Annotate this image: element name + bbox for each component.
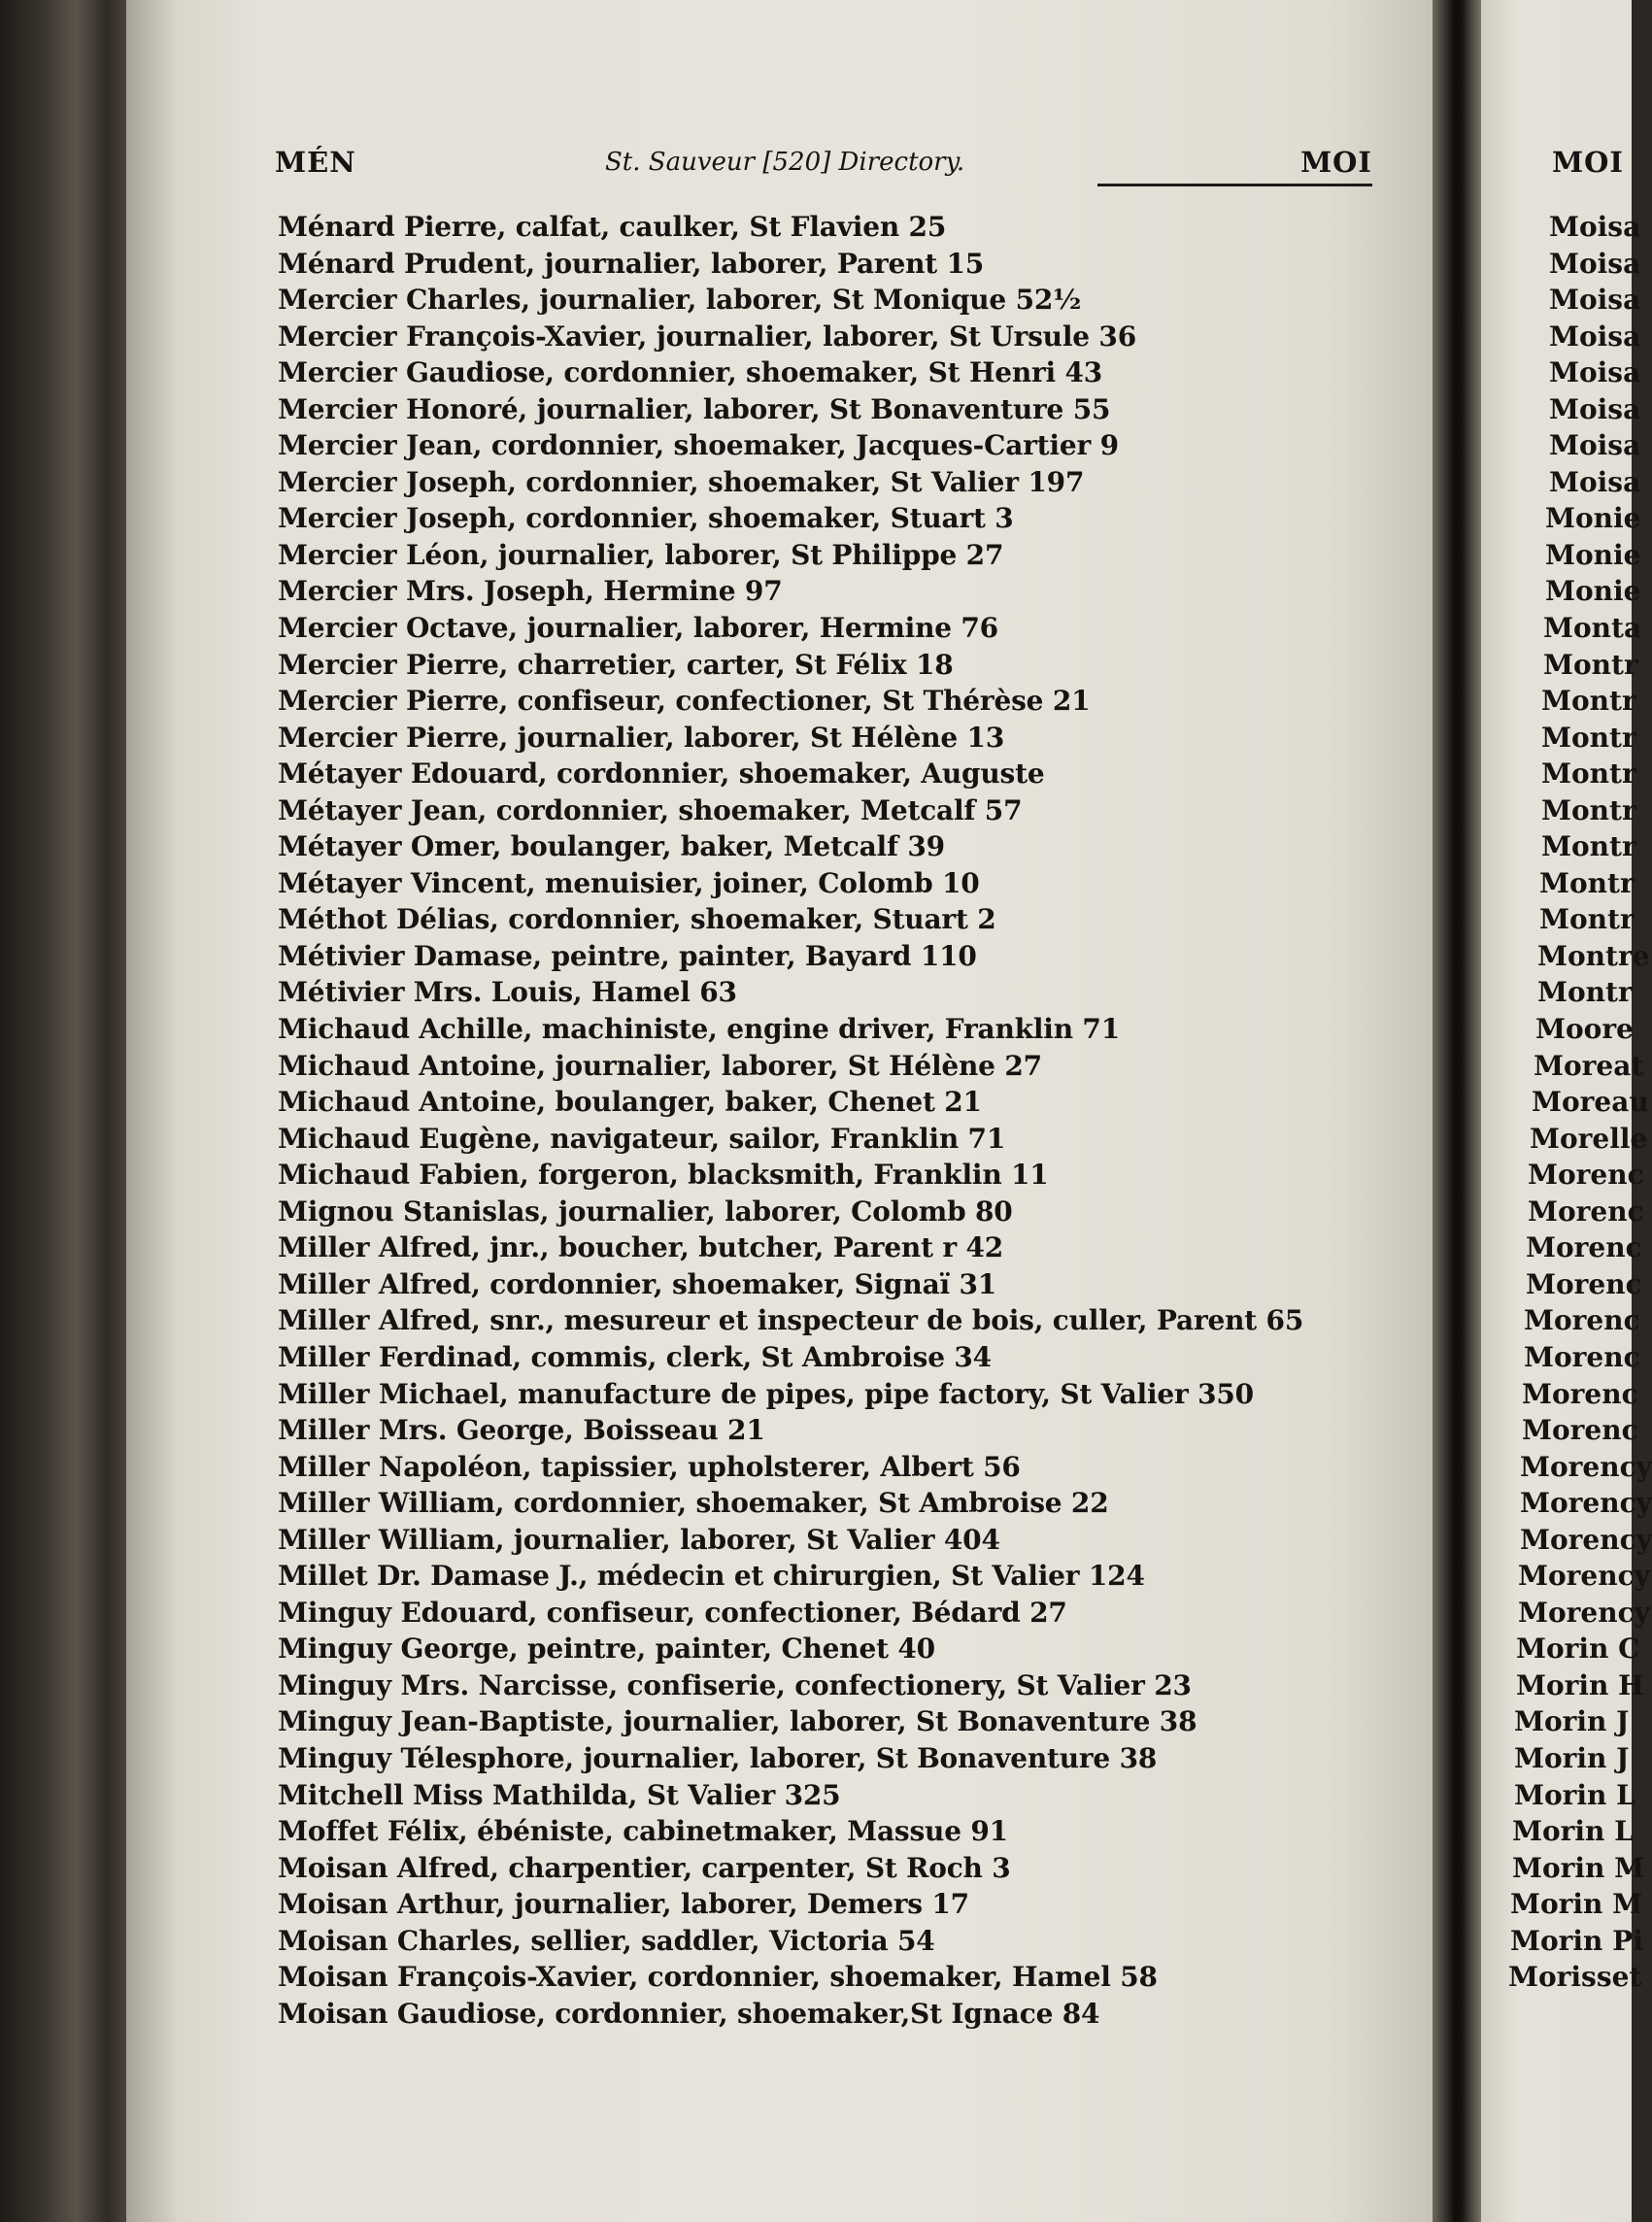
directory-entry: Minguy Edouard, confiseur, confectioner, Bédard 27 bbox=[278, 1596, 1067, 1629]
right-page-entry: Morency bbox=[1520, 1487, 1652, 1520]
directory-entry: Ménard Prudent, journalier, laborer, Parent 15 bbox=[278, 247, 985, 280]
header-rule bbox=[1097, 184, 1372, 186]
directory-entry: Mercier Octave, journalier, laborer, Hermine 76 bbox=[278, 612, 998, 645]
directory-entry: Mercier Joseph, cordonnier, shoemaker, St Valier 197 bbox=[278, 465, 1085, 498]
page-header bbox=[275, 146, 1372, 188]
right-page-entry: Montr bbox=[1541, 758, 1636, 791]
directory-entry-list bbox=[278, 209, 1414, 2032]
right-page-entry: Morenc bbox=[1528, 1159, 1644, 1192]
directory-entry: Mignou Stanislas, journalier, laborer, Colomb 80 bbox=[278, 1195, 1013, 1228]
directory-entry: Miller Alfred, snr., mesureur et inspecteur de bois, culler, Parent 65 bbox=[278, 1304, 1304, 1337]
right-page-entry: Montre bbox=[1537, 939, 1650, 972]
book-spine-edge bbox=[0, 0, 126, 2222]
directory-entry: Michaud Antoine, boulanger, baker, Chenet 21 bbox=[278, 1086, 982, 1119]
directory-entry: Mercier Charles, journalier, laborer, St Monique 52½ bbox=[278, 284, 1082, 317]
directory-entry: Mercier Mrs. Joseph, Hermine 97 bbox=[278, 575, 783, 608]
right-page-entry: Morenc bbox=[1526, 1231, 1642, 1264]
right-page-entry: Morenc bbox=[1522, 1377, 1638, 1410]
directory-entry: Miller Alfred, jnr., boucher, butcher, Parent r 42 bbox=[278, 1231, 1004, 1264]
directory-entry: Minguy George, peintre, painter, Chenet 40 bbox=[278, 1633, 935, 1666]
directory-entry: Miller Alfred, cordonnier, shoemaker, Signaï 31 bbox=[278, 1267, 997, 1300]
right-page-entry: Montr bbox=[1537, 976, 1633, 1009]
directory-entry: Miller Mrs. George, Boisseau 21 bbox=[278, 1414, 765, 1447]
right-page-entry: Morin J bbox=[1514, 1705, 1630, 1738]
header-range-end: MOI bbox=[1300, 146, 1372, 179]
directory-entry: Minguy Jean-Baptiste, journalier, laborer, St Bonaventure 38 bbox=[278, 1705, 1197, 1738]
right-page-entry: Moisa bbox=[1549, 211, 1641, 243]
directory-entry: Mercier Pierre, journalier, laborer, St Hélène 13 bbox=[278, 721, 1005, 754]
right-page-entry: Morin M bbox=[1512, 1851, 1645, 1884]
right-page-entry: Morenc bbox=[1524, 1340, 1640, 1373]
directory-entry: Miller Ferdinad, commis, clerk, St Ambroise 34 bbox=[278, 1340, 992, 1373]
right-page-entry: Morency bbox=[1520, 1523, 1652, 1556]
right-page-entry: Morenc bbox=[1524, 1304, 1640, 1337]
directory-entry: Métivier Mrs. Louis, Hamel 63 bbox=[278, 976, 737, 1009]
right-page-entry: Morenc bbox=[1528, 1195, 1644, 1228]
directory-entry: Miller William, cordonnier, shoemaker, St Ambroise 22 bbox=[278, 1487, 1109, 1520]
directory-entry: Miller Napoléon, tapissier, upholsterer, Albert 56 bbox=[278, 1450, 1021, 1483]
right-page-entry: Morency bbox=[1518, 1596, 1650, 1629]
directory-entry: Métayer Edouard, cordonnier, shoemaker, Auguste bbox=[278, 758, 1045, 791]
right-page-entry: Montr bbox=[1539, 866, 1635, 899]
directory-entry: Ménard Pierre, calfat, caulker, St Flavien 25 bbox=[278, 211, 947, 243]
right-page-entry: Morin L bbox=[1512, 1815, 1634, 1848]
right-page-entry: Monie bbox=[1545, 575, 1641, 608]
right-page-entry: Morelle bbox=[1530, 1122, 1648, 1155]
right-page-entry: Moore bbox=[1535, 1013, 1634, 1046]
directory-entry: Minguy Télesphore, journalier, laborer, St Bonaventure 38 bbox=[278, 1741, 1158, 1774]
right-page-entry: Morin Pi bbox=[1510, 1924, 1643, 1957]
right-page-entry: Morin M bbox=[1510, 1888, 1643, 1921]
directory-entry: Métayer Omer, boulanger, baker, Metcalf 39 bbox=[278, 830, 945, 863]
right-page-entry: Montr bbox=[1539, 903, 1635, 936]
right-page-entry: Montr bbox=[1543, 648, 1638, 681]
right-page-entry: Morenc bbox=[1522, 1414, 1638, 1447]
directory-entry: Mitchell Miss Mathilda, St Valier 325 bbox=[278, 1778, 841, 1811]
directory-entry: Mercier Honoré, journalier, laborer, St Bonaventure 55 bbox=[278, 392, 1111, 425]
right-page-entry: Montr bbox=[1541, 830, 1636, 863]
right-page-entry: Morin J bbox=[1514, 1741, 1630, 1774]
directory-entry: Michaud Fabien, forgeron, blacksmith, Franklin 11 bbox=[278, 1159, 1049, 1192]
right-page-entry: Moisa bbox=[1549, 247, 1641, 280]
directory-entry: Mercier Joseph, cordonnier, shoemaker, Stuart 3 bbox=[278, 502, 1014, 535]
right-page bbox=[1481, 0, 1652, 2222]
right-page-entry: Morin H bbox=[1516, 1668, 1644, 1701]
directory-entry: Mercier Pierre, charretier, carter, St Félix 18 bbox=[278, 648, 954, 681]
right-page-entry: Monie bbox=[1545, 502, 1641, 535]
right-page-entry: Morin L bbox=[1514, 1778, 1635, 1811]
directory-entry: Michaud Eugène, navigateur, sailor, Franklin 71 bbox=[278, 1122, 1006, 1155]
right-page-entry: Morency bbox=[1520, 1450, 1652, 1483]
right-page-entry: Morency bbox=[1518, 1560, 1650, 1593]
right-page-entry: Moisa bbox=[1549, 356, 1641, 389]
directory-entry: Métayer Jean, cordonnier, shoemaker, Metcalf 57 bbox=[278, 793, 1023, 826]
right-page-entry: Moisa bbox=[1549, 320, 1641, 353]
directory-entry: Moisan François-Xavier, cordonnier, shoemaker, Hamel 58 bbox=[278, 1961, 1158, 1994]
right-page-entry: Montr bbox=[1541, 793, 1636, 826]
directory-entry: Michaud Antoine, journalier, laborer, St Hélène 27 bbox=[278, 1049, 1042, 1082]
right-page-entry: Moisa bbox=[1549, 284, 1641, 317]
right-page-entry: Morin C bbox=[1516, 1633, 1640, 1666]
right-page-entry: Monta bbox=[1543, 612, 1642, 645]
book-gutter bbox=[1433, 0, 1481, 2222]
right-page-entry: Montr bbox=[1541, 721, 1636, 754]
directory-entry: Moisan Alfred, charpentier, carpenter, St Roch 3 bbox=[278, 1851, 1011, 1884]
right-entry-list bbox=[1481, 209, 1652, 1996]
directory-entry: Miller Michael, manufacture de pipes, pipe factory, St Valier 350 bbox=[278, 1377, 1254, 1410]
directory-entry: Méthot Délias, cordonnier, shoemaker, Stuart 2 bbox=[278, 903, 996, 936]
directory-entry: Mercier Léon, journalier, laborer, St Philippe 27 bbox=[278, 538, 1004, 571]
directory-entry: Métayer Vincent, menuisier, joiner, Colomb 10 bbox=[278, 866, 980, 899]
directory-entry: Moffet Félix, ébéniste, cabinetmaker, Massue 91 bbox=[278, 1815, 1008, 1848]
right-page-entry: Moreau bbox=[1532, 1086, 1649, 1119]
directory-entry: Mercier François-Xavier, journalier, laborer, St Ursule 36 bbox=[278, 320, 1136, 353]
right-page-entry: Moisa bbox=[1549, 429, 1641, 462]
header-range-start: MÉN bbox=[275, 146, 356, 179]
right-page-entry: Moisa bbox=[1549, 465, 1641, 498]
directory-entry: Moisan Charles, sellier, saddler, Victoria 54 bbox=[278, 1924, 935, 1957]
directory-entry: Moisan Arthur, journalier, laborer, Demers 17 bbox=[278, 1888, 969, 1921]
directory-entry: Mercier Gaudiose, cordonnier, shoemaker, St Henri 43 bbox=[278, 356, 1103, 389]
right-page-entry: Montr bbox=[1541, 685, 1636, 718]
directory-entry: Millet Dr. Damase J., médecin et chirurgien, St Valier 124 bbox=[278, 1560, 1145, 1593]
directory-entry: Moisan Gaudiose, cordonnier, shoemaker,St Ignace 84 bbox=[278, 1997, 1100, 2030]
right-page-entry: Moreat bbox=[1534, 1049, 1644, 1082]
right-page-entry: Monie bbox=[1545, 538, 1641, 571]
directory-entry: Mercier Jean, cordonnier, shoemaker, Jacques-Cartier 9 bbox=[278, 429, 1119, 462]
directory-entry: Métivier Damase, peintre, painter, Bayard 110 bbox=[278, 939, 977, 972]
right-page-entry: Moisa bbox=[1549, 392, 1641, 425]
right-page-header: MOI bbox=[1552, 146, 1624, 179]
directory-entry: Michaud Achille, machiniste, engine driver, Franklin 71 bbox=[278, 1013, 1120, 1046]
directory-entry: Miller William, journalier, laborer, St Valier 404 bbox=[278, 1523, 1000, 1556]
header-title: St. Sauveur [520] Directory. bbox=[605, 148, 965, 177]
right-page-entry: Morenc bbox=[1526, 1267, 1642, 1300]
directory-entry: Mercier Pierre, confiseur, confectioner, St Thérèse 21 bbox=[278, 685, 1091, 718]
right-page-entry: Morisset bbox=[1508, 1961, 1642, 1994]
directory-entry: Minguy Mrs. Narcisse, confiserie, confectionery, St Valier 23 bbox=[278, 1668, 1192, 1701]
